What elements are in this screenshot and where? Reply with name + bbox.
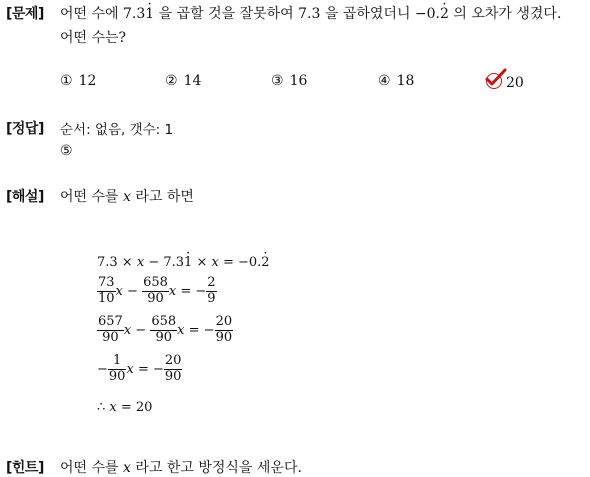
answer-tag: [정답] [6,121,44,137]
answer-info: 순서: 없음, 갯수: 1 [60,122,174,138]
problem-text-line1: 어떤 수에 7.31 · 을 곱할 것을 잘못하여 7.3 을 곱하였더니 −0.2 · 의 오차가 생겼다. [60,3,561,23]
equation-1: 7.3 × x − 7.31 · × x = −0.2 · [97,255,270,270]
choice-2[interactable]: ② 14 [165,73,202,89]
equation-5: ∴ x = 20 [97,400,153,415]
problem-text-line2: 어떤 수는? [60,30,127,46]
equation-2: $\frac{73}{10}$ x − $\frac{658}{90}$ x = − $\frac{2}{9}$ [98,275,216,306]
equation-3: $\frac{657}{90}$ x − $\frac{658}{90}$ x = − $\frac{20}{90}$ [98,314,233,345]
answer-value: ⑤ [60,143,73,159]
hint-tag: [힌트] [6,460,44,476]
choice-4[interactable]: ④ 18 [378,73,415,89]
check-mark-icon [486,73,502,89]
explanation-tag: [해설] [6,189,44,205]
choice-3[interactable]: ③ 16 [271,73,308,89]
choice-1[interactable]: ① 12 [60,73,97,89]
explanation-intro: 어떤 수를 x 라고 하면 [60,189,194,205]
equation-4: − $\frac{1}{90}$ x = − $\frac{20}{90}$ [97,353,182,384]
hint-text: 어떤 수를 x 라고 한고 방정식을 세운다. [60,460,302,476]
choice-5[interactable]: 20 [486,73,524,91]
problem-tag: [문제] [6,6,44,22]
